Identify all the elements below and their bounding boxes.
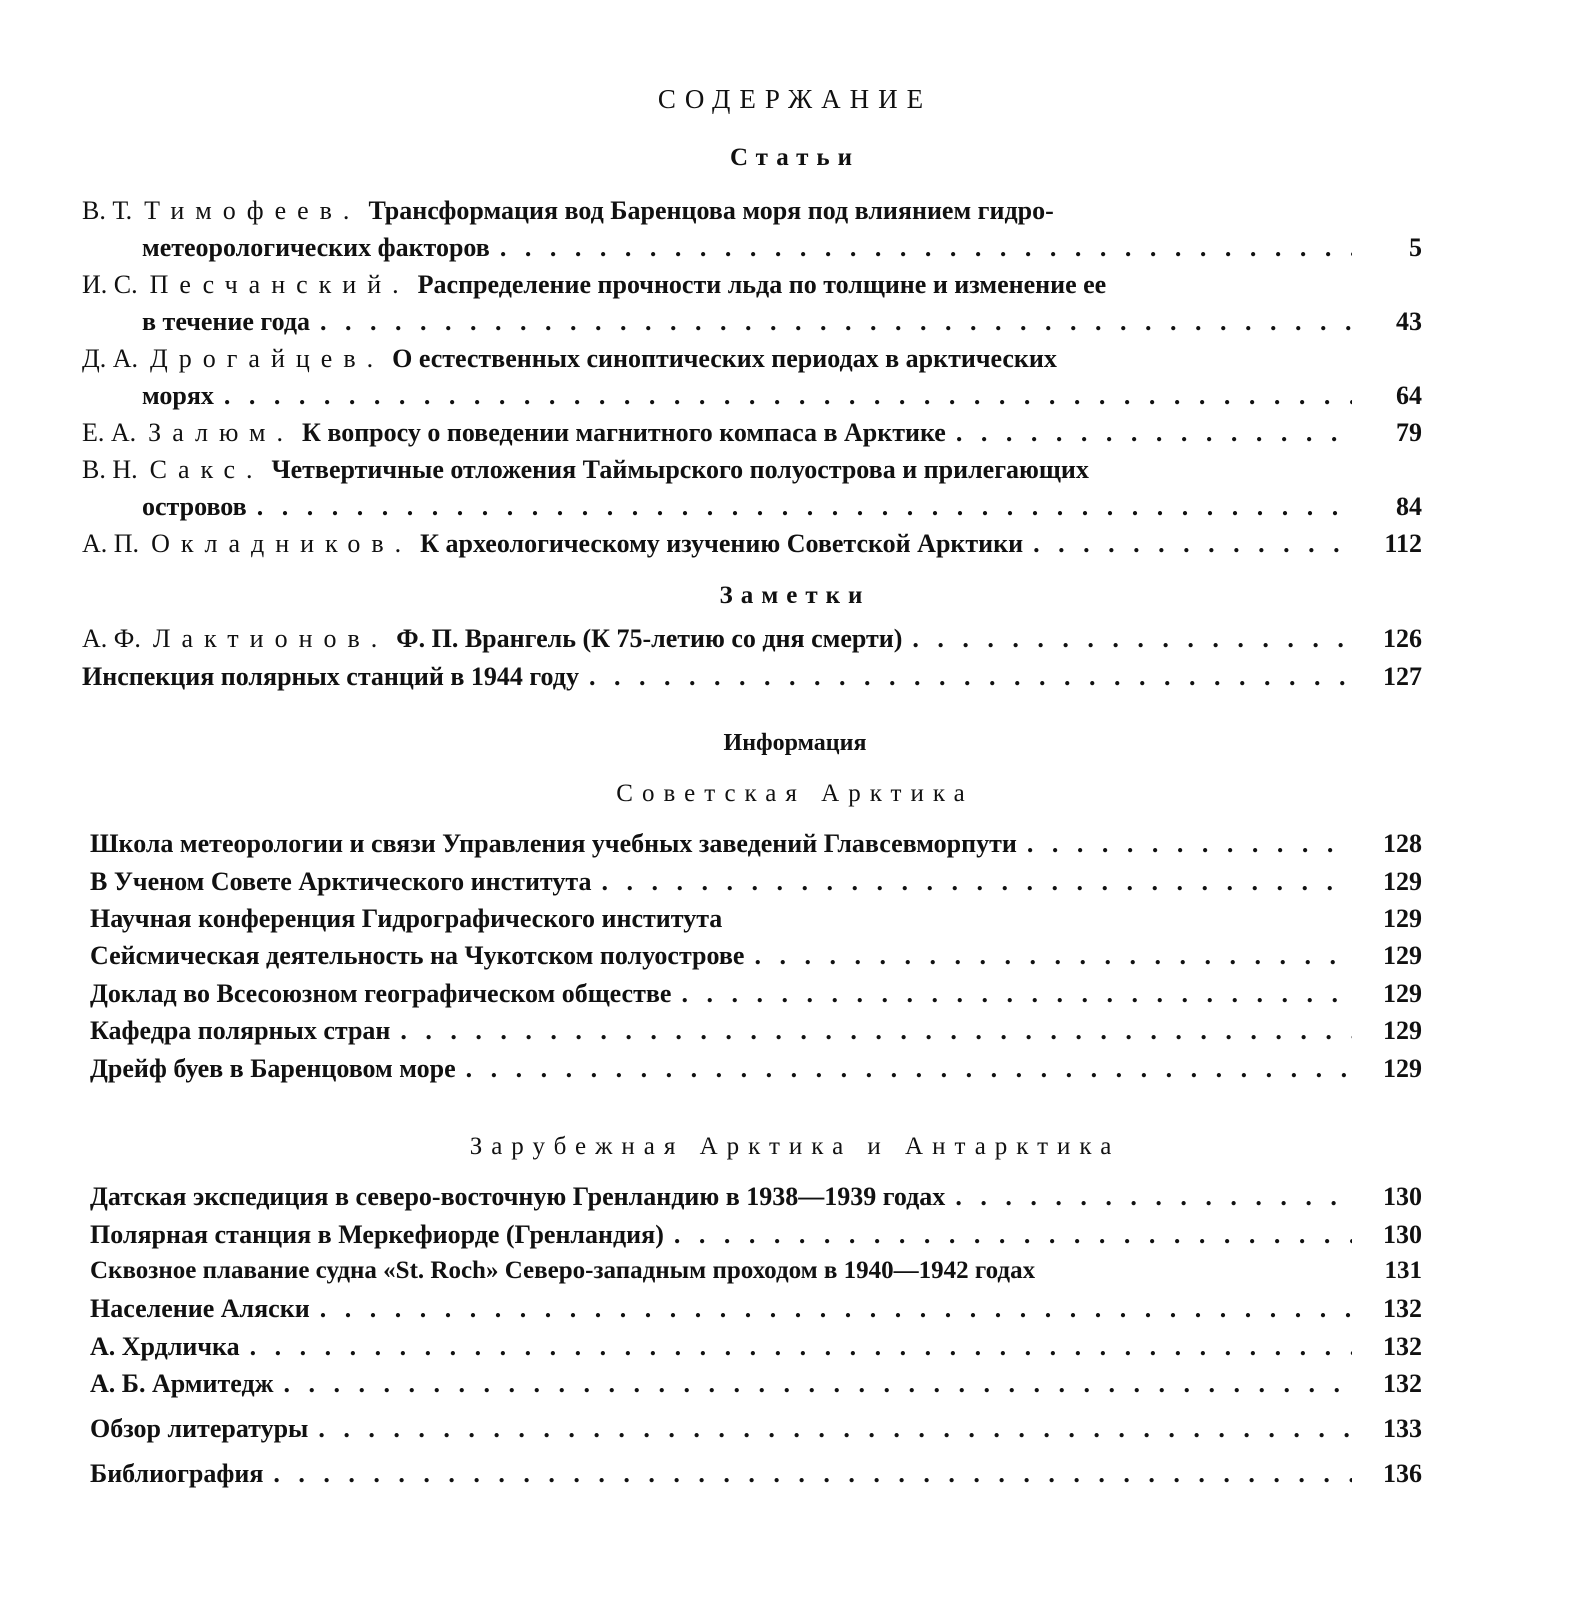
- entry-title: А. Б. Армитедж: [90, 1369, 274, 1398]
- toc-entry: [82, 418, 1422, 452]
- entry-title: Научная конференция Гидрографического института: [90, 904, 723, 933]
- page-title: СОДЕРЖАНИЕ: [657, 84, 933, 114]
- dot-leader: [273, 1459, 1352, 1489]
- dot-leader: [224, 381, 1352, 411]
- entry-title: Кафедра полярных стран: [90, 1016, 391, 1045]
- toc-entry-continuation: [142, 492, 1422, 526]
- dot-leader: [283, 1369, 1352, 1399]
- dot-leader: [466, 1054, 1352, 1084]
- entry-title: Доклад во Всесоюзном географическом обществе: [90, 979, 672, 1008]
- dot-leader: [320, 307, 1352, 337]
- subsection-heading-foreign: Зарубежная Арктика и Антарктика: [469, 1133, 1121, 1160]
- entry-title: Сейсмическая деятельность на Чукотском полуострове: [90, 941, 745, 970]
- dot-leader: [1033, 529, 1352, 559]
- toc-entry: [82, 455, 1422, 489]
- toc-entry: [90, 1332, 1422, 1366]
- author-name: Окладников.: [151, 529, 413, 558]
- author-initials: Д. А.: [82, 344, 139, 373]
- dot-leader: [601, 867, 1352, 897]
- page-number: 112: [1384, 529, 1422, 558]
- entry-title: Трансформация вод Баренцова моря под влиянием гидро-: [368, 196, 1054, 225]
- toc-entry-bibliography: [90, 1459, 1422, 1493]
- page-number: 132: [1383, 1369, 1422, 1398]
- author-initials: В. Н.: [82, 455, 138, 484]
- toc-entry: [82, 624, 1422, 658]
- entry-title: Дрейф буев в Баренцовом море: [90, 1054, 456, 1083]
- entry-title: Обзор литературы: [90, 1414, 309, 1443]
- toc-entry: [90, 1220, 1422, 1254]
- entry-title: Население Аляски: [90, 1294, 310, 1323]
- author-name: Залюм.: [148, 418, 294, 447]
- toc-entry: [90, 979, 1422, 1013]
- dot-leader: [681, 979, 1352, 1009]
- entry-title-cont: в течение года: [142, 307, 310, 336]
- author-initials: В. Т.: [82, 196, 133, 225]
- toc-entry-continuation: [142, 307, 1422, 341]
- entry-title-cont: морях: [142, 381, 214, 410]
- entry-title: А. Хрдличка: [90, 1332, 240, 1361]
- toc-entry: [90, 829, 1422, 863]
- entry-title: Датская экспедиция в северо-восточную Гренландию в 1938—1939 годах: [90, 1182, 946, 1211]
- toc-entry: [90, 867, 1422, 901]
- page-number: 79: [1396, 418, 1422, 447]
- entry-title: Четвертичные отложения Таймырского полуострова и прилегающих: [271, 455, 1089, 484]
- toc-entry: [90, 941, 1422, 975]
- dot-leader: [250, 1332, 1352, 1362]
- author-initials: Е. А.: [82, 418, 137, 447]
- page-number: 64: [1396, 381, 1422, 410]
- page-number: 129: [1383, 941, 1422, 970]
- dot-leader: [320, 1294, 1352, 1324]
- entry-title: Ф. П. Врангель (К 75-летию со дня смерти): [396, 624, 903, 653]
- page-number: 132: [1383, 1332, 1422, 1361]
- dot-leader: [500, 233, 1352, 263]
- toc-entry: [90, 1369, 1422, 1403]
- toc-entry: [90, 1016, 1422, 1050]
- author-name: Сакс.: [149, 455, 264, 484]
- dot-leader: [257, 492, 1352, 522]
- entry-title: В Ученом Совете Арктического института: [90, 867, 592, 896]
- dot-leader: [400, 1016, 1352, 1046]
- page-number: 131: [1384, 1257, 1422, 1284]
- entry-title: К археологическому изучению Советской Арктики: [420, 529, 1024, 558]
- entry-title: Инспекция полярных станций в 1944 году: [82, 662, 579, 691]
- toc-entry: [82, 196, 1422, 230]
- author-name: Песчанский.: [149, 270, 410, 299]
- page-number: 130: [1383, 1220, 1422, 1249]
- author-name: Лактионов.: [152, 624, 389, 653]
- page-number: 132: [1383, 1294, 1422, 1323]
- entry-title-cont: метеорологических факторов: [142, 233, 490, 262]
- author-name: Тимофеев.: [144, 196, 361, 225]
- page-number: 136: [1383, 1459, 1422, 1488]
- toc-entry: [82, 270, 1422, 304]
- dot-leader: [589, 662, 1352, 692]
- page-number: 127: [1383, 662, 1422, 691]
- toc-entry-continuation: [142, 381, 1422, 415]
- author-initials: А. П.: [82, 529, 140, 558]
- dot-leader: [955, 1182, 1352, 1212]
- entry-title: Распределение прочности льда по толщине и изменение ее: [417, 270, 1107, 299]
- toc-entry: [90, 1182, 1422, 1216]
- section-heading-articles: Статьи: [729, 144, 861, 171]
- dot-leader: [912, 624, 1352, 654]
- entry-title: Сквозное плавание судна «St. Roch» Северо-западным проходом в 1940—1942 годах: [90, 1257, 1036, 1284]
- page-number: 130: [1383, 1182, 1422, 1211]
- toc-entry: [90, 904, 1422, 938]
- dot-leader: [674, 1220, 1352, 1250]
- page-number: 43: [1396, 307, 1422, 336]
- author-initials: И. С.: [82, 270, 138, 299]
- toc-entry: [90, 1294, 1422, 1328]
- toc-entry: [90, 1257, 1422, 1291]
- page-number: 126: [1383, 624, 1422, 653]
- entry-title: Школа метеорологии и связи Управления учебных заведений Главсевморпути: [90, 829, 1017, 858]
- toc-entry: [82, 529, 1422, 563]
- author-name: Дрогайцев.: [150, 344, 385, 373]
- page-number: 129: [1383, 904, 1422, 933]
- dot-leader: [318, 1414, 1352, 1444]
- toc-entry-review: [90, 1414, 1422, 1448]
- toc-entry: [82, 662, 1422, 696]
- page-number: 84: [1396, 492, 1422, 521]
- entry-title: К вопросу о поведении магнитного компаса в Арктике: [301, 418, 946, 447]
- author-initials: А. Ф.: [82, 624, 141, 653]
- page-number: 133: [1383, 1414, 1422, 1443]
- section-heading-information: Информация: [723, 730, 867, 756]
- dot-leader: [956, 418, 1352, 448]
- subsection-heading-soviet: Советская Арктика: [616, 780, 974, 807]
- section-heading-notes: Заметки: [719, 582, 871, 609]
- dot-leader: [754, 941, 1352, 971]
- page-number: 128: [1383, 829, 1422, 858]
- entry-title: О естественных синоптических периодах в арктических: [392, 344, 1057, 373]
- dot-leader: [1027, 829, 1352, 859]
- toc-entry: [90, 1054, 1422, 1088]
- page-number: 129: [1383, 1016, 1422, 1045]
- entry-title-cont: островов: [142, 492, 247, 521]
- page-number: 5: [1409, 233, 1422, 262]
- page-number: 129: [1383, 979, 1422, 1008]
- page-number: 129: [1383, 867, 1422, 896]
- toc-entry-continuation: [142, 233, 1422, 267]
- entry-title: Библиография: [90, 1459, 264, 1488]
- toc-entry: [82, 344, 1422, 378]
- entry-title: Полярная станция в Меркефиорде (Гренландия): [90, 1220, 664, 1249]
- page-number: 129: [1383, 1054, 1422, 1083]
